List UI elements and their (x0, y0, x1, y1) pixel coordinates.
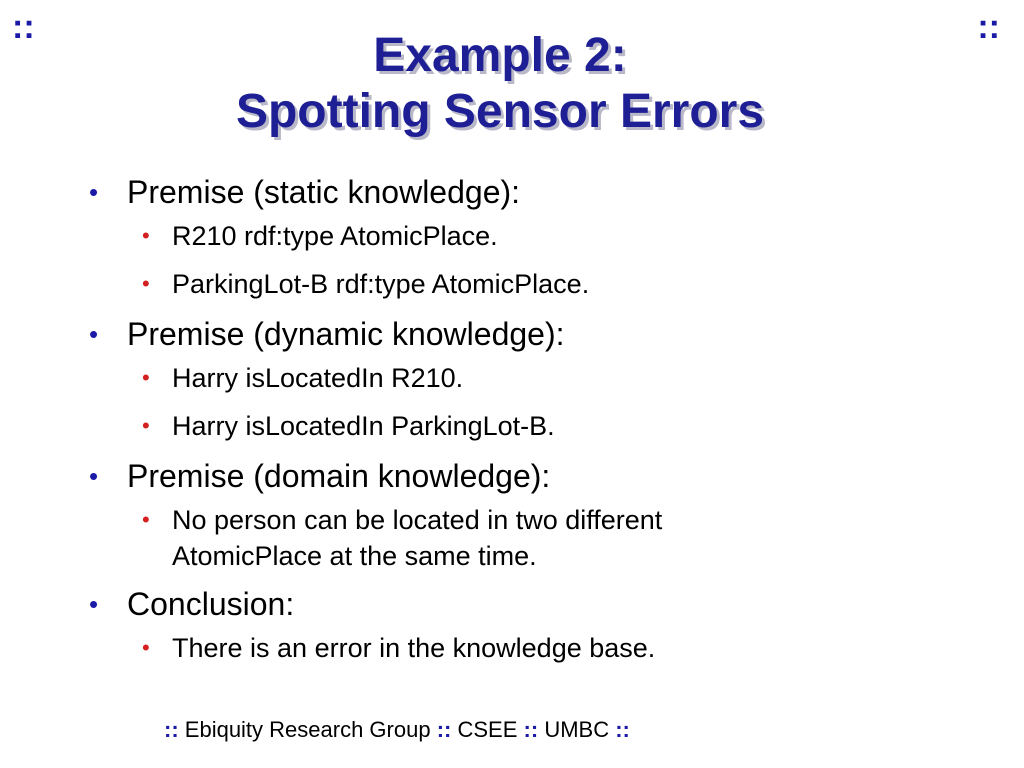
footer-dept: CSEE (457, 717, 518, 742)
footer-univ: UMBC (544, 717, 610, 742)
footer-separator: :: (436, 717, 452, 742)
sub-bullet-item (0, 502, 812, 584)
sub-bullet-text: R210 rdf:type AtomicPlace. (172, 221, 498, 251)
sub-bullet-dot-icon: • (142, 635, 150, 660)
corner-decoration-right: :: (977, 8, 1000, 46)
bullet-item-dynamic-premise (0, 314, 1024, 358)
bullet-item-static-premise (0, 172, 1024, 216)
sub-bullet-text: ParkingLot-B rdf:type AtomicPlace. (172, 269, 590, 299)
footer-separator: :: (164, 717, 179, 742)
corner-decoration-left: :: (12, 8, 35, 46)
sub-bullet-dot-icon: • (142, 223, 150, 248)
sub-bullet-text: Harry isLocatedIn R210. (172, 363, 464, 393)
bullet-dot-icon: • (89, 319, 99, 349)
bullet-dot-icon: • (89, 461, 99, 491)
sub-bullet-text: No person can be located in two different AtomicPlace at the same time. (172, 505, 663, 571)
slide-footer (164, 716, 630, 744)
bullet-item-domain-premise (0, 456, 1024, 500)
sub-bullet-item (0, 218, 1024, 264)
bullet-text: Premise (domain knowledge): (127, 458, 551, 494)
slide-title-line-2: Spotting Sensor Errors (235, 85, 765, 138)
sub-bullet-text: There is an error in the knowledge base. (172, 633, 656, 663)
slide-title (0, 28, 1000, 140)
bullet-text: Premise (static knowledge): (127, 174, 521, 210)
bullet-item-conclusion (0, 584, 1024, 628)
sub-bullet-text: Harry isLocatedIn ParkingLot-B. (172, 411, 555, 441)
slide-title-line-1: Example 2: (373, 29, 627, 82)
bullet-list (0, 172, 1024, 676)
sub-bullet-dot-icon: • (142, 271, 150, 296)
sub-bullet-dot-icon: • (142, 365, 150, 390)
bullet-text: Conclusion: (127, 586, 295, 622)
bullet-dot-icon: • (89, 589, 99, 619)
footer-org: Ebiquity Research Group (184, 717, 431, 742)
sub-bullet-item (0, 408, 1024, 456)
footer-separator: :: (523, 717, 539, 742)
bullet-dot-icon: • (89, 177, 99, 207)
footer-separator: :: (615, 717, 630, 742)
sub-bullet-item (0, 630, 1024, 676)
sub-bullet-item (0, 266, 1024, 314)
sub-bullet-item (0, 360, 1024, 406)
sub-bullet-dot-icon: • (142, 507, 150, 532)
sub-bullet-dot-icon: • (142, 413, 150, 438)
bullet-text: Premise (dynamic knowledge): (127, 316, 565, 352)
